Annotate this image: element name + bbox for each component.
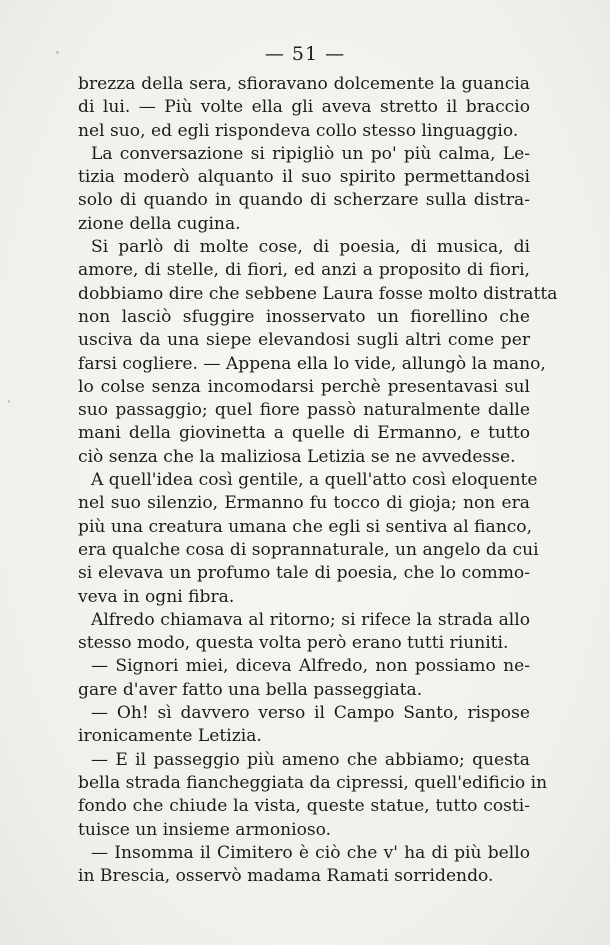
text-line: tizia moderò alquanto il suo spirito permettandosi [78,167,530,188]
text-line: di lui. — Più volte ella gli aveva stretto il braccio [78,97,530,118]
text-line: veva in ogni fibra. [78,586,235,607]
text-line: — E il passeggio più ameno che abbiamo; questa [91,749,530,770]
text-line: Si parlò di molte cose, di poesia, di musica, di [91,237,530,258]
text-line: dobbiamo dire che sebbene Laura fosse molto distratta [78,283,558,304]
text-line: — Oh! sì davvero verso il Campo Santo, rispose [91,703,530,724]
text-line: era qualche cosa di soprannaturale, un angelo da cui [78,539,539,560]
text-line: lo colse senza incomodarsi perchè presentavasi sul [78,376,530,397]
text-line: non lasciò sfuggire inosservato un fiorellino che [78,306,530,327]
text-line: amore, di stelle, di fiori, ed anzi a proposito di fiori, [78,260,530,281]
text-line: si elevava un profumo tale di poesia, che lo commo- [78,563,530,584]
text-line: brezza della sera, sfioravano dolcemente la guancia [78,74,530,94]
text-line: in Brescia, osservò madama Ramati sorridendo. [78,866,494,887]
text-line: usciva da una siepe elevandosi sugli altri come per [78,330,530,351]
text-line: — Insomma il Cimitero è ciò che v' ha di più bello [91,842,530,863]
text-line: fondo che chiude la vista, queste statue, tutto costi- [78,796,530,817]
text-line: Alfredo chiamava al ritorno; si rifece la strada allo [91,609,530,630]
text-line: più una creatura umana che egli si sentiva al fianco, [78,516,533,537]
page-number: — 51 — [264,43,346,65]
text-line: nel suo silenzio, Ermanno fu tocco di gioja; non era [78,493,530,514]
text-line: nel suo, ed egli rispondeva collo stesso linguaggio. [78,120,519,141]
text-line: suo passaggio; quel fiore passò naturalmente dalle [78,400,530,421]
text-line: mani della giovinetta a quelle di Ermanno, e tutto [78,423,530,444]
text-line: bella strada fiancheggiata da cipressi, quell'edificio in [78,772,548,793]
text-line: farsi cogliere. — Appena ella lo vide, allungò la mano, [78,353,546,374]
text-line: ironicamente Letizia. [78,726,262,747]
page-text [78,73,558,888]
text-line: A quell'idea così gentile, a quell'atto così eloquente [91,470,538,491]
text-line: gare d'aver fatto una bella passeggiata. [78,679,423,700]
text-line: stesso modo, questa volta però erano tutti riuniti. [78,633,509,654]
text-line: La conversazione si ripigliò un po' più calma, Le- [91,143,530,164]
text-line: zione della cugina. [78,213,241,234]
text-line: tuisce un insieme armonioso. [78,819,332,840]
text-line: — Signori miei, diceva Alfredo, non possiamo ne- [91,656,530,677]
text-line: ciò senza che la maliziosa Letizia se ne avvedesse. [78,446,516,467]
text-line: solo di quando in quando di scherzare sulla distra- [78,190,530,211]
paper-speck [8,400,10,403]
